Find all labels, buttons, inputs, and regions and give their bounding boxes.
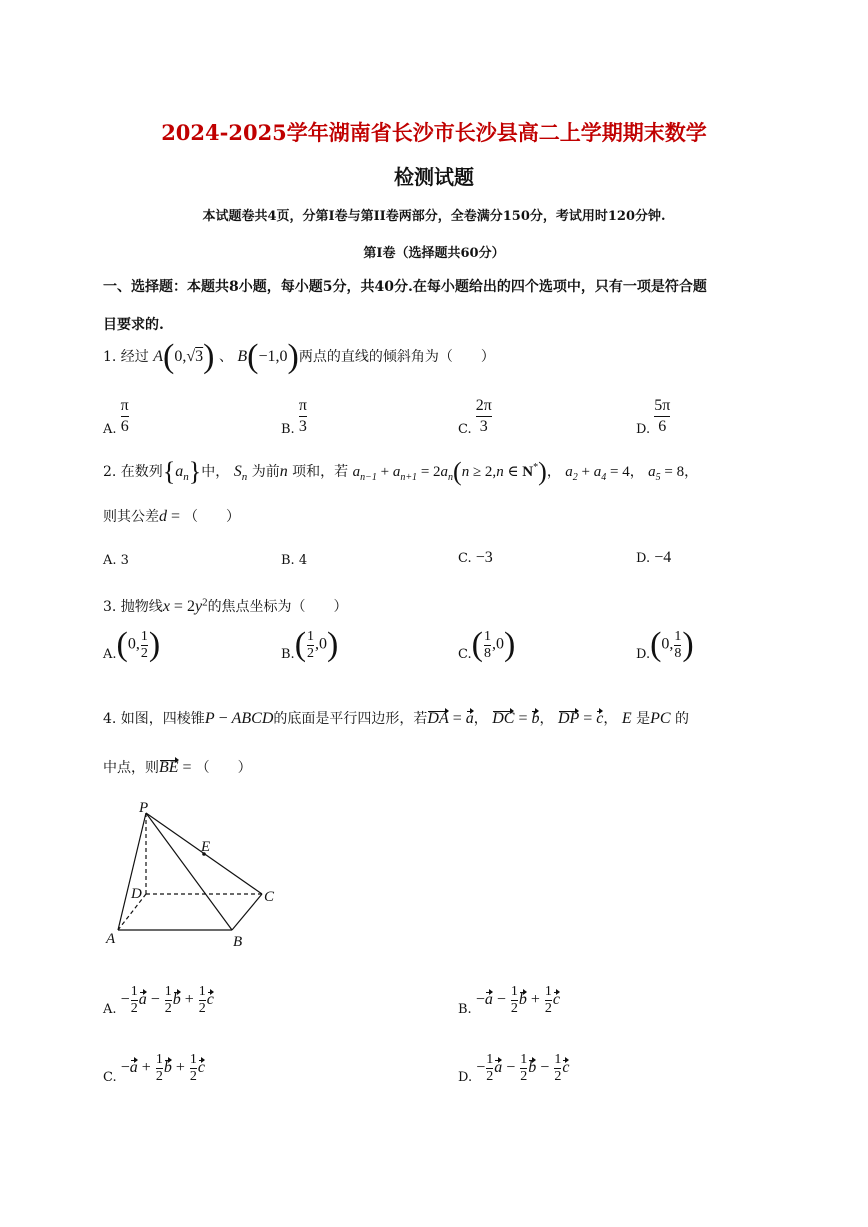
section1-heading-line1: 一、选择题：本题共8小题，每小题5分，共40分.在每小题给出的四个选项中，只有一项是符合题 bbox=[103, 279, 707, 295]
question-4-stem: 4. 如图，四棱锥P − ABCD的底面是平行四边形，若DA = a， DC = b， DP = c， E 是PC 的 bbox=[103, 710, 689, 727]
q1-option-d[interactable] bbox=[636, 396, 670, 437]
pyramid-figure bbox=[100, 798, 290, 958]
frac-den: 3 bbox=[298, 418, 307, 435]
exam-instructions: 本试题卷共4页，分第I卷与第II卷两部分，全卷满分150分，考试用时120分钟. bbox=[202, 209, 666, 224]
q1-tail: 两点的直线的倾斜角为（ ） bbox=[298, 349, 495, 365]
q3-option-a[interactable]: A.(0, $\frac{1}{2}$ ) bbox=[103, 626, 161, 663]
q4-text: ， bbox=[473, 711, 488, 727]
q3-text: 的焦点坐标为（ ） bbox=[207, 599, 348, 615]
q2-option-b[interactable] bbox=[281, 553, 307, 568]
option-letter: D. bbox=[636, 551, 651, 566]
section1-heading-line2: 目要求的. bbox=[103, 317, 164, 333]
label-a: A bbox=[106, 931, 116, 947]
q2-text: （ ） bbox=[184, 509, 241, 525]
frac-den: 6 bbox=[120, 418, 129, 435]
frac-num: 5π bbox=[654, 397, 671, 414]
frac-num: 2π bbox=[475, 397, 492, 414]
option-value: 4 bbox=[298, 553, 308, 568]
option-letter: A. bbox=[103, 422, 117, 437]
option-letter: C. bbox=[103, 1070, 117, 1085]
frac-num: π bbox=[120, 397, 129, 414]
q1-option-b[interactable] bbox=[281, 396, 307, 437]
q4-text: （ ） bbox=[195, 760, 252, 776]
label-c: C bbox=[264, 889, 275, 905]
q4-text: ， bbox=[603, 711, 618, 727]
option-value: −4 bbox=[654, 549, 672, 566]
q4-text: ， bbox=[539, 711, 554, 727]
q2-text: 为 bbox=[251, 464, 266, 480]
option-letter: D. bbox=[636, 647, 651, 662]
option-letter: A. bbox=[103, 1002, 117, 1017]
q2-option-d[interactable] bbox=[636, 549, 671, 567]
option-letter: B. bbox=[281, 422, 295, 437]
frac-num: π bbox=[298, 397, 307, 414]
q2-text: 2. 在数列 bbox=[103, 464, 163, 480]
q2-option-a[interactable] bbox=[103, 553, 129, 568]
label-b: B bbox=[233, 934, 243, 950]
label-e: E bbox=[201, 839, 211, 855]
q1-text: 1. 经过 bbox=[103, 349, 149, 365]
q1-option-c[interactable] bbox=[458, 396, 492, 437]
edge-pb bbox=[146, 813, 232, 930]
question-2-stem: 2. 在数列$\{a_n\}$中， $S_n$ 为前n 项和，若 $a_{n-1} + a_{n+1} = 2a_n(n \ge 2,n$ ∈ N*)， $a_2 + a_4 = 4$， $a_5 = 8$， bbox=[103, 457, 699, 486]
option-letter: C. bbox=[458, 422, 472, 437]
option-letter: A. bbox=[103, 553, 117, 568]
frac-den: 6 bbox=[658, 418, 667, 435]
q3-text: 3. 抛物线 bbox=[103, 599, 163, 615]
q4-text: 中点，则 bbox=[103, 760, 159, 776]
q2-text: 前 bbox=[265, 464, 280, 480]
question-2-line2: 则其公差d = （ ） bbox=[103, 508, 241, 525]
q3-option-b[interactable]: B.( $\frac{1}{2}$ ,0) bbox=[281, 626, 339, 663]
q1-option-a[interactable] bbox=[103, 396, 129, 437]
q2-text: 中， bbox=[201, 464, 230, 480]
option-letter: D. bbox=[636, 422, 651, 437]
q2-text: ， bbox=[684, 464, 699, 480]
q3-option-d[interactable]: D.(0, $\frac{1}{8}$ ) bbox=[636, 626, 694, 663]
q1-point-b: B bbox=[237, 348, 248, 365]
q2-text: ， bbox=[546, 464, 561, 480]
q2-text: 项和，若 bbox=[292, 464, 349, 480]
q1-point-a: A bbox=[153, 348, 164, 365]
label-d: D bbox=[131, 886, 142, 902]
option-letter: C. bbox=[458, 551, 472, 566]
document-subtitle: 检测试题 bbox=[394, 165, 474, 189]
document-title: 2024-2025学年湖南省长沙市长沙县高二上学期期末数学 bbox=[161, 120, 707, 145]
option-letter: B. bbox=[458, 1002, 472, 1017]
q4-text: 的 bbox=[675, 711, 689, 727]
q2-option-c[interactable] bbox=[458, 549, 493, 567]
option-value: 3 bbox=[120, 553, 129, 568]
q4-option-c[interactable]: C. −a + $\frac{1}{2}$ b + $\frac{1}{2}$ c bbox=[103, 1052, 205, 1085]
q2-text: ， bbox=[629, 464, 644, 480]
option-letter: B. bbox=[281, 553, 295, 568]
option-letter: C. bbox=[458, 647, 472, 662]
q4-text: 4. 如图，四棱锥 bbox=[103, 711, 205, 727]
label-p: P bbox=[139, 800, 149, 816]
option-letter: A. bbox=[103, 647, 117, 662]
q4-text: 是 bbox=[636, 711, 651, 727]
question-4-line2: 中点，则BE = （ ） bbox=[103, 759, 252, 776]
option-letter: D. bbox=[458, 1070, 473, 1085]
q4-option-b[interactable]: B. −a − $\frac{1}{2}$ b + $\frac{1}{2}$ c bbox=[458, 984, 561, 1017]
option-value: −3 bbox=[475, 549, 493, 566]
question-3-stem: 3. 抛物线$x = 2y^2$的焦点坐标为（ ） bbox=[103, 596, 348, 615]
edge-bc bbox=[232, 894, 262, 930]
q2-text: 则其公差 bbox=[103, 509, 159, 525]
q4-option-a[interactable]: A. − $\frac{1}{2}$ a − $\frac{1}{2}$ b + $\frac{1}{2}$ c bbox=[103, 984, 214, 1017]
part1-heading: 第I卷（选择题共60分） bbox=[363, 246, 505, 261]
option-letter: B. bbox=[281, 647, 295, 662]
question-1-stem: 1. 经过 A(0,√3) 、 B(−1,0)两点的直线的倾斜角为（ ） bbox=[103, 338, 495, 375]
q4-text: 的底面是平行四边形，若 bbox=[273, 711, 428, 727]
frac-den: 3 bbox=[479, 418, 488, 435]
q3-option-c[interactable]: C.( $\frac{1}{8}$ ,0) bbox=[458, 626, 516, 663]
q4-option-d[interactable]: D. − $\frac{1}{2}$ a − $\frac{1}{2}$ b − $\frac{1}{2}$ c bbox=[458, 1052, 570, 1085]
q1-sep: 、 bbox=[218, 349, 233, 365]
